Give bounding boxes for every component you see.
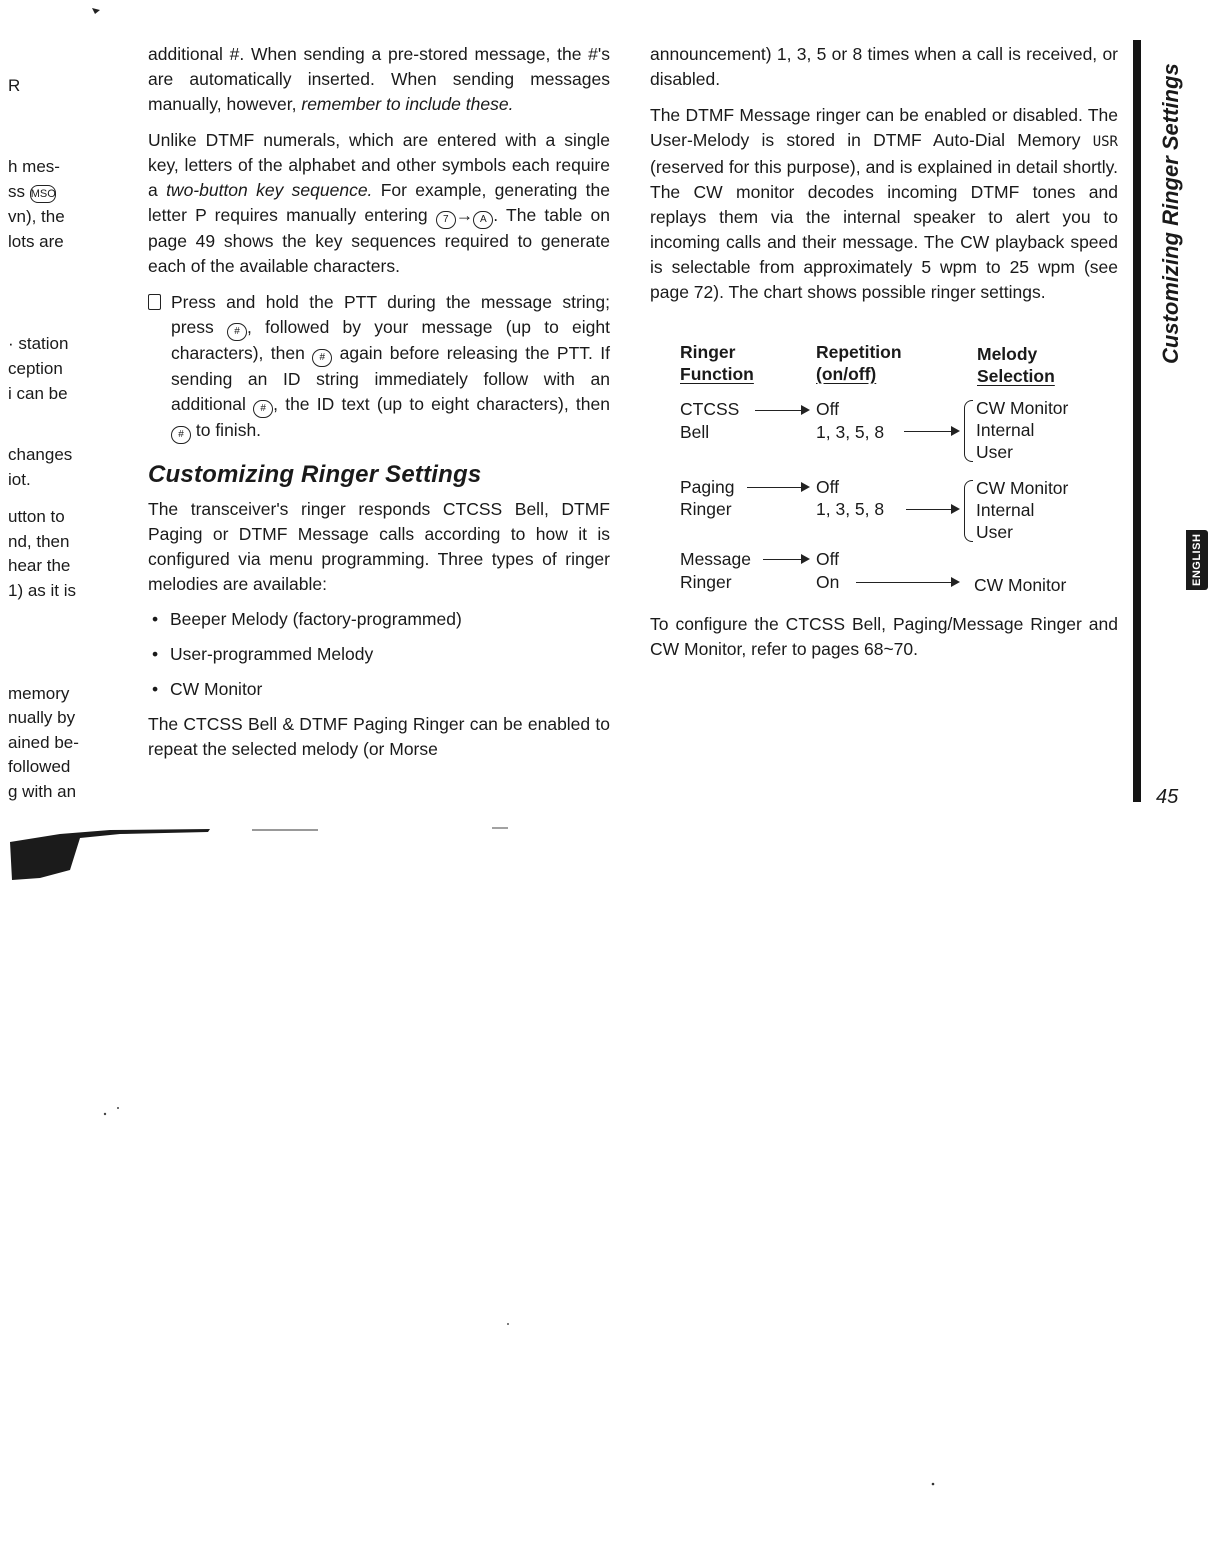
step-text-part: to finish. xyxy=(191,420,262,440)
repetition-value: Off xyxy=(816,549,840,569)
margin-fragment: ception xyxy=(8,359,63,378)
hash-key-icon: # xyxy=(227,323,247,341)
margin-fragment: · station xyxy=(8,334,69,353)
emphasis-text: remember to include these. xyxy=(301,94,514,114)
margin-fragment: iot. xyxy=(8,470,31,489)
running-head: Customizing Ringer Settings xyxy=(1158,63,1183,364)
step-text-part: again before releasing the PTT. If sending an ID string immediately follow with an additional xyxy=(171,343,611,414)
function-label: Paging xyxy=(680,477,735,497)
hash-key-icon: # xyxy=(253,400,273,418)
key-a-icon: A xyxy=(473,211,493,229)
melody-option: Internal xyxy=(976,420,1035,440)
step-text-part: Press and hold the PTT during the message string; press xyxy=(171,292,610,337)
section-heading: Customizing Ringer Settings xyxy=(148,461,482,488)
speck xyxy=(507,1323,509,1325)
margin-fragment: R xyxy=(8,76,21,95)
paragraph-announcement: announcement) 1, 3, 5 or 8 times when a call is received, or disabled. xyxy=(650,44,1118,89)
page-number: 45 xyxy=(1156,786,1179,808)
margin-fragment: h mes- xyxy=(8,157,60,176)
scan-shadow xyxy=(10,829,210,880)
header-function: Function xyxy=(680,364,754,384)
function-label: CTCSS xyxy=(680,399,740,419)
step-text-part: , followed by your message (up to eight characters), then xyxy=(171,317,610,363)
margin-fragment: vn), the xyxy=(8,207,65,226)
repetition-value: 1, 3, 5, 8 xyxy=(816,422,885,442)
margin-fragment: memory xyxy=(8,684,70,703)
speck xyxy=(932,1483,935,1486)
function-label: Ringer xyxy=(680,499,732,519)
margin-fragment: 1) as it is xyxy=(8,581,77,600)
lcd-code-text: USR xyxy=(1092,134,1118,150)
margin-fragment: g with an xyxy=(8,782,77,801)
margin-fragment: i can be xyxy=(8,384,68,403)
header-melody: Selection xyxy=(977,366,1055,386)
paragraph-text: The DTMF Message ringer can be enabled or disabled. The User-Melody is stored in DTMF Auto-Dial Memory xyxy=(650,105,1118,150)
paragraph-text: For example, generating the letter P requires manually entering xyxy=(148,180,610,225)
mso-key-icon: MSO xyxy=(30,185,56,203)
paragraph-text: . The table on page 49 shows the key sequences required to generate each of the available characters. xyxy=(148,205,611,276)
paragraph-text: (reserved for this purpose), and is explained in detail shortly. The CW monitor decodes incoming DTMF tones and replays them via the internal speaker to alert you to incoming calls and their message. The CW playback speed is selectable from approximately 5 wpm to 25 wpm (see page 72). The chart shows possible ringer settings. xyxy=(650,157,1118,302)
speck xyxy=(117,1107,119,1109)
paragraph-text: additional #. When sending a pre-stored message, the #'s are automatically inserted. When sending messages manually, however, xyxy=(148,44,610,114)
margin-fragment: nd, then xyxy=(8,532,70,551)
melody-option: CW Monitor xyxy=(976,398,1069,418)
paragraph-repeat: The CTCSS Bell & DTMF Paging Ringer can be enabled to repeat the selected melody (or Morse xyxy=(148,714,610,759)
margin-fragment: lots are xyxy=(8,232,64,251)
key-7-icon: 7 xyxy=(436,211,456,229)
header-repetition: Repetition xyxy=(816,342,902,362)
hash-key-icon: # xyxy=(312,349,332,367)
list-item: • User-programmed Melody xyxy=(148,642,610,667)
margin-fragment: nually by xyxy=(8,708,76,727)
speck xyxy=(104,1113,106,1115)
paragraph-text: Unlike DTMF numerals, which are entered with a single key, letters of the alphabet and other symbols each require a xyxy=(148,130,610,200)
repetition-value: On xyxy=(816,572,840,592)
melody-option: Internal xyxy=(976,500,1035,520)
language-tab: ENGLISH xyxy=(1186,530,1208,590)
header-function: Ringer xyxy=(680,342,736,362)
corner-mark xyxy=(92,8,100,14)
melody-option: CW Monitor xyxy=(976,478,1069,498)
margin-fragment: utton to xyxy=(8,507,65,526)
margin-fragment: followed xyxy=(8,757,71,776)
header-repetition: (on/off) xyxy=(816,364,877,384)
list-item: • Beeper Melody (factory-programmed) xyxy=(148,607,610,632)
melody-option: CW Monitor xyxy=(974,575,1067,595)
melody-option: User xyxy=(976,442,1013,462)
margin-fragment: changes xyxy=(8,445,73,464)
function-label: Bell xyxy=(680,422,710,442)
function-label: Ringer xyxy=(680,572,732,592)
paragraph-ringer-intro: The transceiver's ringer responds CTCSS Bell, DTMF Paging or DTMF Message calls according to how it is configured via menu programming. Three types of ringer melodies are available: xyxy=(148,499,610,594)
step-text-part: , the ID text (up to eight characters), then xyxy=(273,394,610,414)
melody-option: User xyxy=(976,522,1013,542)
margin-fragment-text: ss xyxy=(8,182,25,201)
paragraph-configure: To configure the CTCSS Bell, Paging/Message Ringer and CW Monitor, refer to pages 68~70. xyxy=(650,614,1118,659)
margin-fragment: hear the xyxy=(8,556,71,575)
arrow-icon: → xyxy=(455,205,474,225)
function-label: Message xyxy=(680,549,752,569)
hash-key-icon: # xyxy=(171,426,191,444)
emphasis-text: two-button key sequence. xyxy=(166,180,373,200)
list-item: • CW Monitor xyxy=(148,677,610,702)
repetition-value: Off xyxy=(816,477,840,497)
repetition-value: 1, 3, 5, 8 xyxy=(816,499,885,519)
repetition-value: Off xyxy=(816,399,840,419)
margin-fragment: ained be- xyxy=(8,733,79,752)
header-melody: Melody xyxy=(977,344,1038,364)
